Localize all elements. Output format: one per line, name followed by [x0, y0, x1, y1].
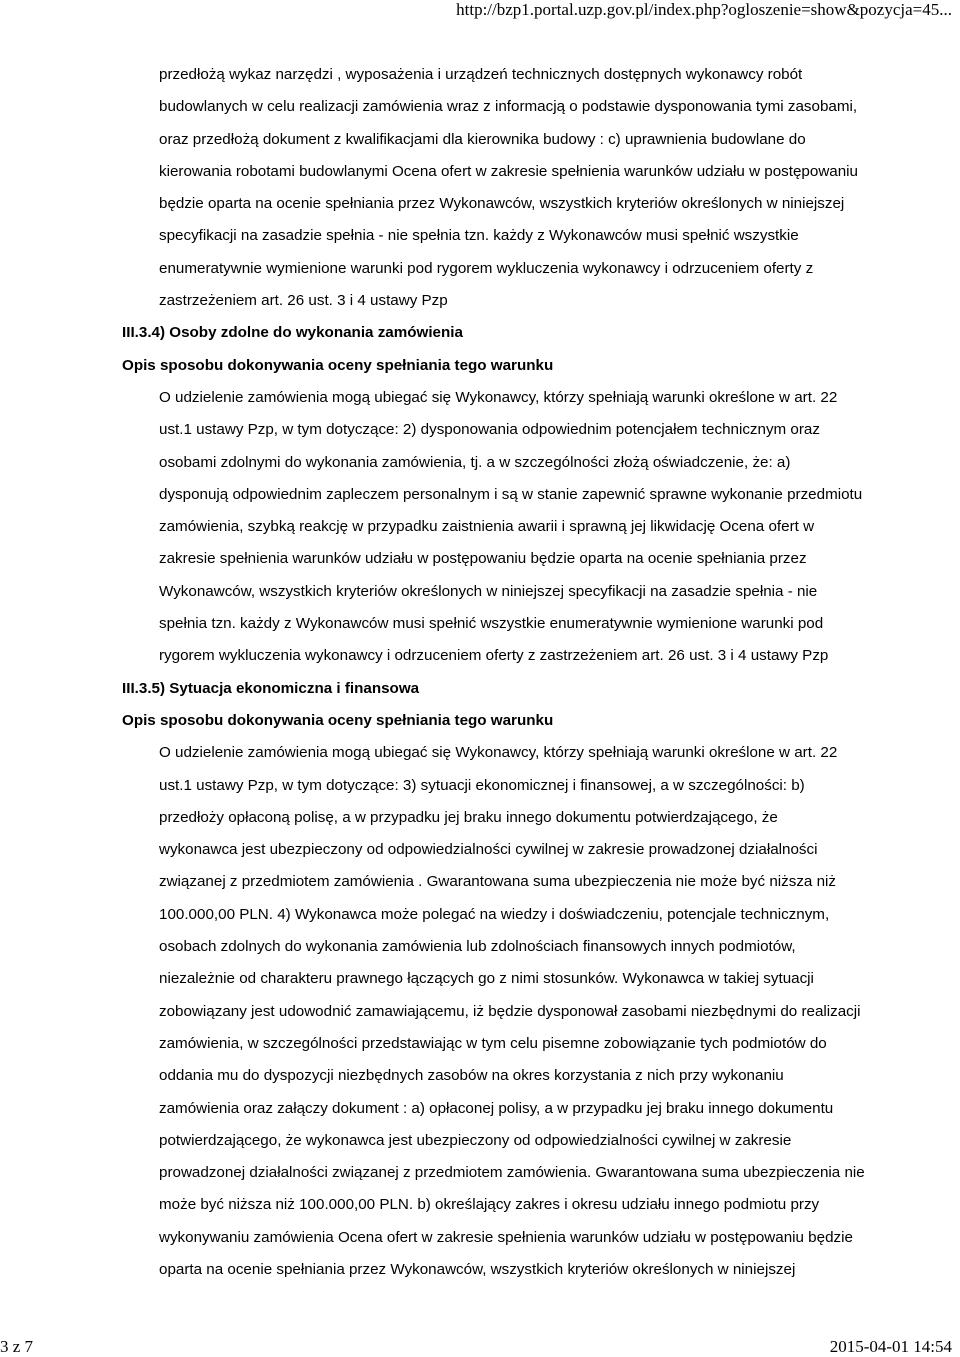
text-line: może być niższa niż 100.000,00 PLN. b) określający zakres i okresu udziału innego podmiotu przy: [159, 1196, 820, 1214]
text-line: ust.1 ustawy Pzp, w tym dotyczące: 2) dysponowania odpowiednim potencjałem technicznym oraz: [159, 421, 820, 439]
page-number: 3 z 7: [0, 1337, 34, 1356]
text-line: O udzielenie zamówienia mogą ubiegać się Wykonawcy, którzy spełniają warunki określone w art. 22: [159, 744, 838, 762]
page-url: http://bzp1.portal.uzp.gov.pl/index.php?ogloszenie=show&pozycja=45...: [456, 0, 952, 19]
text-line: oddania mu do dyspozycji niezbędnych zasobów na okres korzystania z nich przy wykonaniu: [159, 1067, 784, 1085]
text-line: wykonawca jest ubezpieczony od odpowiedzialności cywilnej w zakresie prowadzonej działalności: [159, 841, 818, 859]
text-line: ust.1 ustawy Pzp, w tym dotyczące: 3) sytuacji ekonomicznej i finansowej, a w szczególności: b): [159, 776, 805, 794]
text-line: specyfikacji na zasadzie spełnia - nie spełnia tzn. każdy z Wykonawców musi spełnić wszystkie: [159, 227, 799, 245]
subsection-heading: Opis sposobu dokonywania oceny spełniania tego warunku: [122, 711, 554, 729]
text-line: związanej z przedmiotem zamówienia . Gwarantowana suma ubezpieczenia nie może być niższa niż: [159, 873, 837, 891]
subsection-heading: Opis sposobu dokonywania oceny spełniania tego warunku: [122, 356, 554, 374]
text-line: prowadzonej działalności związanej z przedmiotem zamówienia. Gwarantowana suma ubezpieczenia nie: [159, 1164, 865, 1182]
text-line: osobach zdolnych do wykonania zamówienia lub zdolnościach finansowych innych podmiotów,: [159, 938, 796, 956]
document-body: [0, 65, 960, 1292]
text-line: spełnia tzn. każdy z Wykonawców musi spełnić wszystkie enumeratywnie wymienione warunki pod: [159, 615, 824, 633]
text-line: przedłożą wykaz narzędzi , wyposażenia i urządzeń technicznych dostępnych wykonawcy robót: [159, 66, 803, 83]
text-line: zamówienia, szybką reakcję w przypadku zaistnienia awarii i sprawną jej likwidację Ocena ofert w: [159, 518, 815, 536]
text-line: zamówienia oraz załączy dokument : a) opłaconej polisy, a w przypadku jej braku innego dokumentu: [159, 1099, 834, 1117]
text-line: dysponują odpowiednim zapleczem personalnym i są w stanie zapewnić sprawne wykonanie przedmiotu: [159, 485, 863, 503]
text-line: zastrzeżeniem art. 26 ust. 3 i 4 ustawy Pzp: [159, 292, 448, 310]
text-line: 100.000,00 PLN. 4) Wykonawca może polegać na wiedzy i doświadczeniu, potencjale technicznym,: [159, 905, 830, 923]
text-line: kierowania robotami budowlanymi Ocena ofert w zakresie spełnienia warunków udziału w postępowaniu: [159, 162, 858, 180]
section-heading: III.3.5) Sytuacja ekonomiczna i finansowa: [122, 679, 420, 697]
text-line: niezależnie od charakteru prawnego łączących go z nimi stosunków. Wykonawca w takiej sytuacji: [159, 970, 814, 988]
text-line: O udzielenie zamówienia mogą ubiegać się Wykonawcy, którzy spełniają warunki określone w art. 22: [159, 388, 838, 406]
text-line: zamówienia, w szczególności przedstawiając w tym celu pisemne zobowiązanie tych podmiotów do: [159, 1034, 827, 1052]
text-line: budowlanych w celu realizacji zamówienia wraz z informacją o podstawie dysponowania tymi zasobami,: [159, 98, 858, 116]
text-line: osobami zdolnymi do wykonania zamówienia, tj. a w szczególności złożą oświadczenie, że: a): [159, 453, 791, 471]
text-line: oraz przedłożą dokument z kwalifikacjami dla kierownika budowy : c) uprawnienia budowlane do: [159, 130, 806, 148]
text-line: zobowiązany jest udowodnić zamawiającemu, iż będzie dysponował zasobami niezbędnymi do realizacji: [159, 1002, 861, 1020]
text-line: enumeratywnie wymienione warunki pod rygorem wykluczenia wykonawcy i odrzuceniem oferty z: [159, 259, 814, 277]
text-line: rygorem wykluczenia wykonawcy i odrzuceniem oferty z zastrzeżeniem art. 26 ust. 3 i 4 ustawy Pzp: [159, 647, 829, 665]
section-heading: III.3.4) Osoby zdolne do wykonania zamówienia: [122, 324, 463, 342]
text-line: wykonywaniu zamówienia Ocena ofert w zakresie spełnienia warunków udziału w postępowaniu będzie: [159, 1228, 853, 1246]
print-timestamp: 2015-04-01 14:54: [829, 1337, 952, 1356]
text-line: będzie oparta na ocenie spełniania przez Wykonawców, wszystkich kryteriów określonych w niniejszej: [159, 195, 845, 213]
text-line: potwierdzającego, że wykonawca jest ubezpieczony od odpowiedzialności cywilnej w zakresie: [159, 1131, 792, 1149]
text-line: przedłoży opłaconą polisę, a w przypadku jej braku innego dokumentu potwierdzającego, że: [159, 808, 778, 826]
text-line: Wykonawców, wszystkich kryteriów określonych w niniejszej specyfikacji na zasadzie spełnia - nie: [159, 582, 818, 600]
text-line: oparta na ocenie spełniania przez Wykonawców, wszystkich kryteriów określonych w niniejszej: [159, 1260, 796, 1278]
text-line: zakresie spełnienia warunków udziału w postępowaniu będzie oparta na ocenie spełniania przez: [159, 550, 807, 568]
